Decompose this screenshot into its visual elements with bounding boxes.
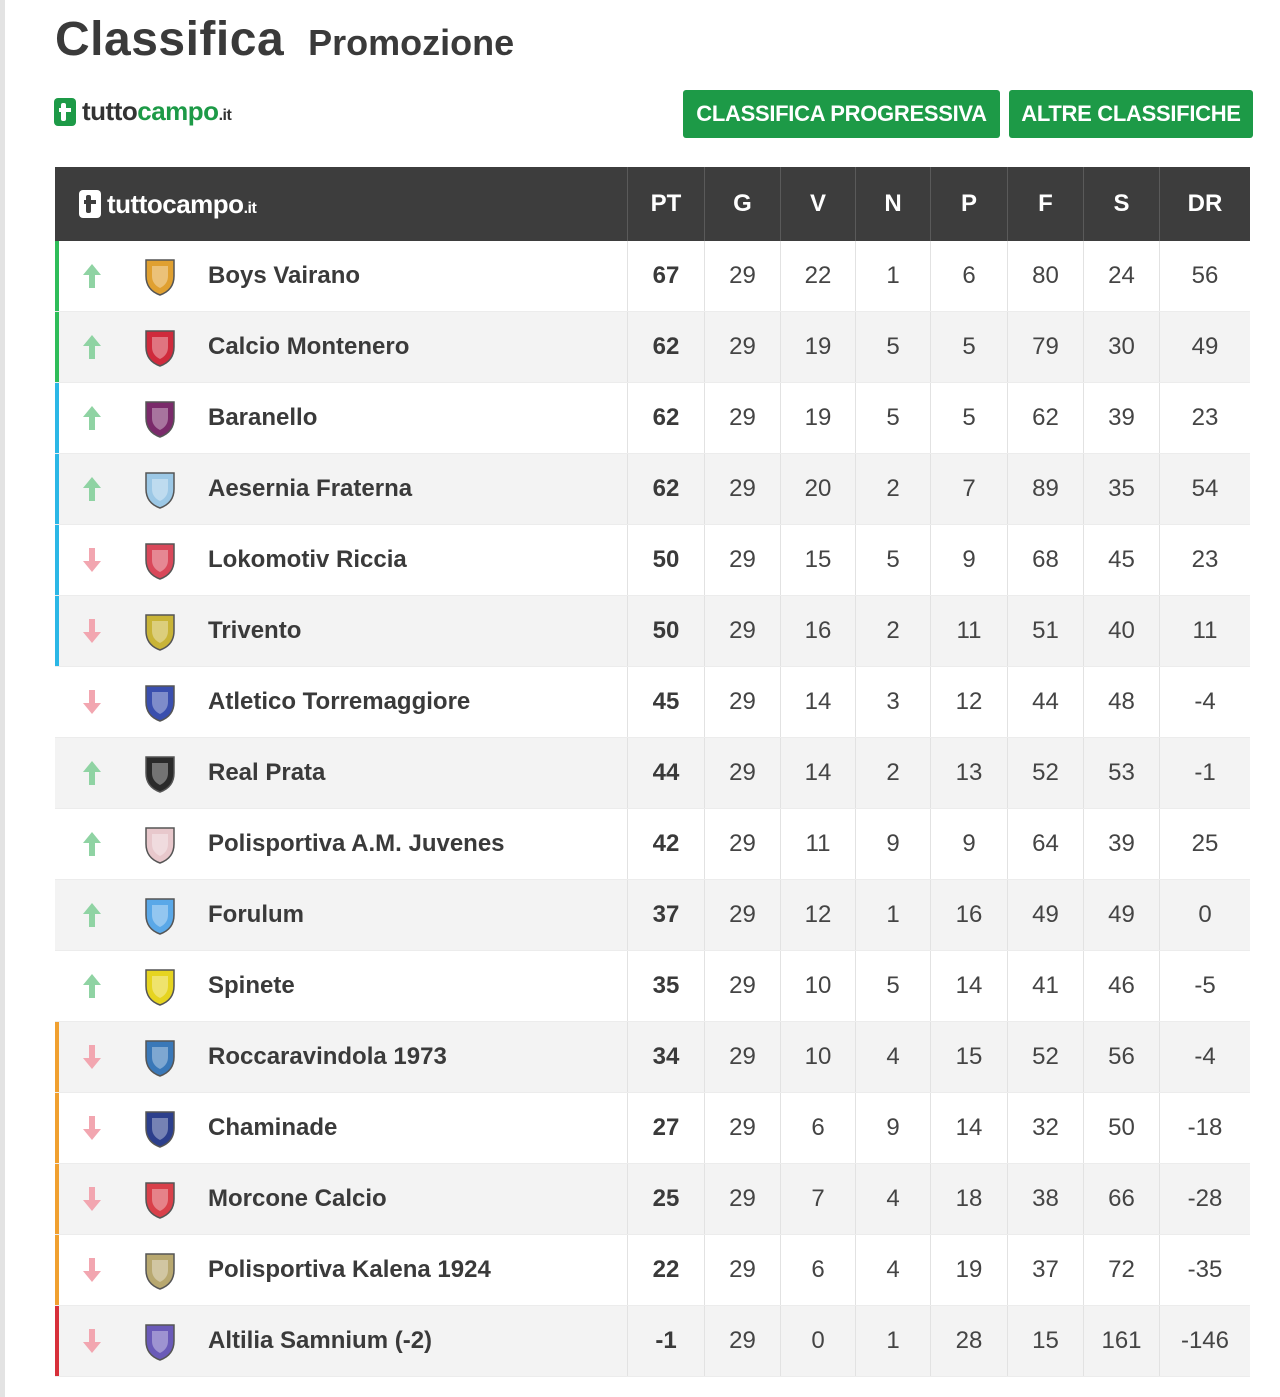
stat-dr: 49 <box>1191 333 1219 360</box>
stat-pt: 22 <box>628 1235 705 1305</box>
stat-f: 80 <box>1008 241 1084 311</box>
stat-n: 2 <box>856 596 931 666</box>
stat-v: 19 <box>781 312 856 382</box>
stat-p: 18 <box>931 1164 1008 1234</box>
team-crest-icon <box>138 751 182 795</box>
trend-down-icon <box>82 688 102 716</box>
team-crest-icon <box>138 538 182 582</box>
stat-p: 28 <box>931 1306 1008 1376</box>
stat-dr: 23 <box>1191 404 1219 431</box>
stat-f: 52 <box>1008 1022 1084 1092</box>
stat-g: 29 <box>705 1164 781 1234</box>
team-crest-icon <box>138 1319 182 1363</box>
tuttocampo-logo[interactable] <box>54 96 231 127</box>
stat-g: 29 <box>705 1093 781 1163</box>
stat-g: 29 <box>705 738 781 808</box>
team-cell[interactable] <box>55 383 628 453</box>
team-crest-icon <box>138 396 182 440</box>
stat-v: 20 <box>781 454 856 524</box>
team-crest-icon <box>138 1248 182 1292</box>
team-name[interactable]: Baranello <box>208 404 318 431</box>
table-row[interactable] <box>55 951 1250 1022</box>
stat-p: 6 <box>931 241 1008 311</box>
team-cell[interactable] <box>55 454 628 524</box>
header-v: V <box>781 167 856 241</box>
stat-v: 15 <box>781 525 856 595</box>
stat-f: 15 <box>1008 1306 1084 1376</box>
stat-dr: -4 <box>1194 1043 1216 1070</box>
stat-g: 29 <box>705 312 781 382</box>
stat-p: 15 <box>931 1022 1008 1092</box>
stat-f: 89 <box>1008 454 1084 524</box>
stat-dr: 56 <box>1191 262 1219 289</box>
stat-v: 14 <box>781 738 856 808</box>
stat-v: 0 <box>781 1306 856 1376</box>
stat-v: 19 <box>781 383 856 453</box>
stat-n: 2 <box>856 738 931 808</box>
team-name[interactable]: Boys Vairano <box>208 262 361 289</box>
table-row[interactable] <box>55 880 1250 951</box>
stat-f: 79 <box>1008 312 1084 382</box>
stat-pt: 62 <box>628 454 705 524</box>
stat-g: 29 <box>705 1235 781 1305</box>
stat-g: 29 <box>705 951 781 1021</box>
stat-dr: -1 <box>1194 759 1216 786</box>
stat-n: 5 <box>856 383 931 453</box>
trend-down-icon <box>82 617 102 645</box>
team-cell[interactable] <box>55 525 628 595</box>
stat-n: 3 <box>856 667 931 737</box>
stat-v: 16 <box>781 596 856 666</box>
stat-n: 1 <box>856 1306 931 1376</box>
team-crest-icon <box>138 1177 182 1221</box>
stat-pt: 27 <box>628 1093 705 1163</box>
stat-s: 40 <box>1084 596 1160 666</box>
table-body <box>55 241 1250 1377</box>
stat-v: 6 <box>781 1093 856 1163</box>
stat-dr: 54 <box>1191 475 1219 502</box>
stat-f: 49 <box>1008 880 1084 950</box>
stat-p: 16 <box>931 880 1008 950</box>
stat-n: 5 <box>856 312 931 382</box>
title-main: Classifica <box>55 13 285 66</box>
stat-p: 19 <box>931 1235 1008 1305</box>
team-name[interactable]: Spinete <box>208 972 295 999</box>
stat-g: 29 <box>705 880 781 950</box>
team-name[interactable]: Real Prata <box>208 759 326 786</box>
stat-s: 48 <box>1084 667 1160 737</box>
stat-s: 53 <box>1084 738 1160 808</box>
stat-pt: -1 <box>628 1306 705 1376</box>
stat-n: 2 <box>856 454 931 524</box>
stat-pt: 50 <box>628 525 705 595</box>
stat-f: 38 <box>1008 1164 1084 1234</box>
stat-pt: 44 <box>628 738 705 808</box>
tuttocampo-logo-text: tuttocampo.it <box>82 96 232 126</box>
page-left-rule <box>0 0 5 1397</box>
trend-down-icon <box>82 1256 102 1284</box>
header-g: G <box>705 167 781 241</box>
header-dr: DR <box>1187 190 1223 217</box>
stat-pt: 37 <box>628 880 705 950</box>
stat-f: 41 <box>1008 951 1084 1021</box>
header-logo-text: tuttocampo.it <box>107 188 257 219</box>
table-row[interactable] <box>55 383 1250 454</box>
team-cell[interactable] <box>55 596 628 666</box>
team-name[interactable]: Altilia Samnium (-2) <box>208 1327 433 1354</box>
team-crest-icon <box>138 467 182 511</box>
table-row[interactable] <box>55 1235 1250 1306</box>
stat-f: 37 <box>1008 1235 1084 1305</box>
stat-f: 51 <box>1008 596 1084 666</box>
team-crest-icon <box>138 822 182 866</box>
header-n: N <box>856 167 931 241</box>
team-name[interactable]: Polisportiva A.M. Juvenes <box>208 830 505 857</box>
altre-classifiche-button[interactable]: ALTRE CLASSIFICHE <box>1009 90 1253 138</box>
team-crest-icon <box>138 325 182 369</box>
stat-v: 7 <box>781 1164 856 1234</box>
table-header <box>55 167 1250 241</box>
stat-v: 12 <box>781 880 856 950</box>
team-crest-icon <box>138 680 182 724</box>
page-title <box>55 12 514 67</box>
team-cell[interactable] <box>55 667 628 737</box>
stat-n: 4 <box>856 1164 931 1234</box>
stat-n: 9 <box>856 1093 931 1163</box>
table-row[interactable] <box>55 738 1250 809</box>
trend-down-icon <box>82 1114 102 1142</box>
stat-f: 62 <box>1008 383 1084 453</box>
header-brand <box>55 167 628 241</box>
stat-n: 5 <box>856 951 931 1021</box>
stat-v: 22 <box>781 241 856 311</box>
trend-down-icon <box>82 546 102 574</box>
stat-f: 44 <box>1008 667 1084 737</box>
stat-dr: -35 <box>1187 1256 1223 1283</box>
team-name[interactable]: Calcio Montenero <box>208 333 410 360</box>
stat-p: 14 <box>931 1093 1008 1163</box>
team-name[interactable]: Chaminade <box>208 1114 338 1141</box>
table-row[interactable] <box>55 1022 1250 1093</box>
title-league: Promozione <box>308 22 515 63</box>
stat-s: 49 <box>1084 880 1160 950</box>
table-row[interactable] <box>55 667 1250 738</box>
table-row[interactable] <box>55 1164 1250 1235</box>
stat-dr: -146 <box>1180 1327 1230 1354</box>
stat-g: 29 <box>705 1306 781 1376</box>
stat-s: 161 <box>1084 1306 1160 1376</box>
stat-g: 29 <box>705 667 781 737</box>
team-name[interactable]: Roccaravindola 1973 <box>208 1043 447 1070</box>
stat-v: 6 <box>781 1235 856 1305</box>
stat-p: 5 <box>931 383 1008 453</box>
classifica-progressiva-button[interactable]: CLASSIFICA PROGRESSIVA <box>683 90 1000 138</box>
header-s: S <box>1084 167 1160 241</box>
team-crest-icon <box>138 254 182 298</box>
stat-dr: 0 <box>1198 901 1212 928</box>
team-cell[interactable] <box>55 241 628 311</box>
stat-dr: -18 <box>1187 1114 1223 1141</box>
header-p: P <box>931 167 1008 241</box>
stat-f: 52 <box>1008 738 1084 808</box>
trend-up-icon <box>82 333 102 361</box>
table-row[interactable] <box>55 1093 1250 1164</box>
trend-up-icon <box>82 901 102 929</box>
stat-g: 29 <box>705 809 781 879</box>
stat-p: 5 <box>931 312 1008 382</box>
team-name[interactable]: Forulum <box>208 901 304 928</box>
stat-s: 72 <box>1084 1235 1160 1305</box>
stat-pt: 45 <box>628 667 705 737</box>
team-cell[interactable] <box>55 738 628 808</box>
team-crest-icon <box>138 609 182 653</box>
stat-g: 29 <box>705 241 781 311</box>
stat-f: 32 <box>1008 1093 1084 1163</box>
stat-n: 9 <box>856 809 931 879</box>
stat-p: 14 <box>931 951 1008 1021</box>
stat-s: 39 <box>1084 809 1160 879</box>
team-crest-icon <box>138 1035 182 1079</box>
stat-dr: -28 <box>1187 1185 1223 1212</box>
team-cell[interactable] <box>55 1093 628 1163</box>
table-row[interactable] <box>55 1306 1250 1377</box>
stat-p: 9 <box>931 809 1008 879</box>
team-cell[interactable] <box>55 880 628 950</box>
table-row[interactable] <box>55 809 1250 880</box>
table-row[interactable] <box>55 525 1250 596</box>
stat-dr: -4 <box>1194 688 1216 715</box>
team-name[interactable]: Atletico Torremaggiore <box>208 688 471 715</box>
trend-up-icon <box>82 830 102 858</box>
team-cell[interactable] <box>55 312 628 382</box>
stat-n: 4 <box>856 1235 931 1305</box>
stat-dr: 11 <box>1192 617 1218 644</box>
stat-p: 12 <box>931 667 1008 737</box>
stat-p: 11 <box>931 596 1008 666</box>
team-cell[interactable] <box>55 1235 628 1305</box>
stat-g: 29 <box>705 596 781 666</box>
stat-pt: 25 <box>628 1164 705 1234</box>
stat-dr: 23 <box>1191 546 1219 573</box>
table-row[interactable] <box>55 454 1250 525</box>
table-row[interactable] <box>55 596 1250 667</box>
stat-g: 29 <box>705 525 781 595</box>
stat-dr: 25 <box>1191 830 1219 857</box>
stat-pt: 62 <box>628 312 705 382</box>
team-crest-icon <box>138 893 182 937</box>
stat-s: 35 <box>1084 454 1160 524</box>
stat-pt: 50 <box>628 596 705 666</box>
trend-down-icon <box>82 1185 102 1213</box>
team-name[interactable]: Polisportiva Kalena 1924 <box>208 1256 491 1283</box>
team-crest-icon <box>138 964 182 1008</box>
stat-g: 29 <box>705 383 781 453</box>
stat-v: 14 <box>781 667 856 737</box>
stat-v: 10 <box>781 951 856 1021</box>
stat-s: 56 <box>1084 1022 1160 1092</box>
trend-up-icon <box>82 759 102 787</box>
table-row[interactable] <box>55 241 1250 312</box>
stat-pt: 67 <box>628 241 705 311</box>
table-row[interactable] <box>55 312 1250 383</box>
standings-table <box>55 167 1250 1377</box>
stat-s: 30 <box>1084 312 1160 382</box>
stat-f: 64 <box>1008 809 1084 879</box>
stat-pt: 34 <box>628 1022 705 1092</box>
stat-g: 29 <box>705 454 781 524</box>
stat-g: 29 <box>705 1022 781 1092</box>
trend-up-icon <box>82 972 102 1000</box>
header-pt: PT <box>628 167 705 241</box>
tuttocampo-logo-icon <box>54 98 76 126</box>
stat-p: 9 <box>931 525 1008 595</box>
stat-s: 39 <box>1084 383 1160 453</box>
team-cell[interactable] <box>55 1164 628 1234</box>
header-logo-icon <box>79 190 101 218</box>
team-name[interactable]: Trivento <box>208 617 302 644</box>
team-cell[interactable] <box>55 1022 628 1092</box>
stat-v: 10 <box>781 1022 856 1092</box>
stat-s: 46 <box>1084 951 1160 1021</box>
stat-n: 5 <box>856 525 931 595</box>
stat-n: 4 <box>856 1022 931 1092</box>
team-name[interactable]: Morcone Calcio <box>208 1185 387 1212</box>
stat-pt: 62 <box>628 383 705 453</box>
team-crest-icon <box>138 1106 182 1150</box>
stat-pt: 42 <box>628 809 705 879</box>
team-cell[interactable] <box>55 1306 628 1376</box>
team-name[interactable]: Lokomotiv Riccia <box>208 546 407 573</box>
trend-up-icon <box>82 475 102 503</box>
stat-n: 1 <box>856 880 931 950</box>
stat-p: 13 <box>931 738 1008 808</box>
stat-s: 45 <box>1084 525 1160 595</box>
team-cell[interactable] <box>55 951 628 1021</box>
stat-s: 66 <box>1084 1164 1160 1234</box>
stat-f: 68 <box>1008 525 1084 595</box>
stat-s: 24 <box>1084 241 1160 311</box>
team-cell[interactable] <box>55 809 628 879</box>
stat-dr: -5 <box>1194 972 1216 999</box>
stat-pt: 35 <box>628 951 705 1021</box>
trend-down-icon <box>82 1327 102 1355</box>
stat-p: 7 <box>931 454 1008 524</box>
trend-up-icon <box>82 404 102 432</box>
trend-up-icon <box>82 262 102 290</box>
trend-down-icon <box>82 1043 102 1071</box>
team-name[interactable]: Aesernia Fraterna <box>208 475 413 502</box>
header-f: F <box>1008 167 1084 241</box>
stat-s: 50 <box>1084 1093 1160 1163</box>
stat-n: 1 <box>856 241 931 311</box>
stat-v: 11 <box>781 809 856 879</box>
